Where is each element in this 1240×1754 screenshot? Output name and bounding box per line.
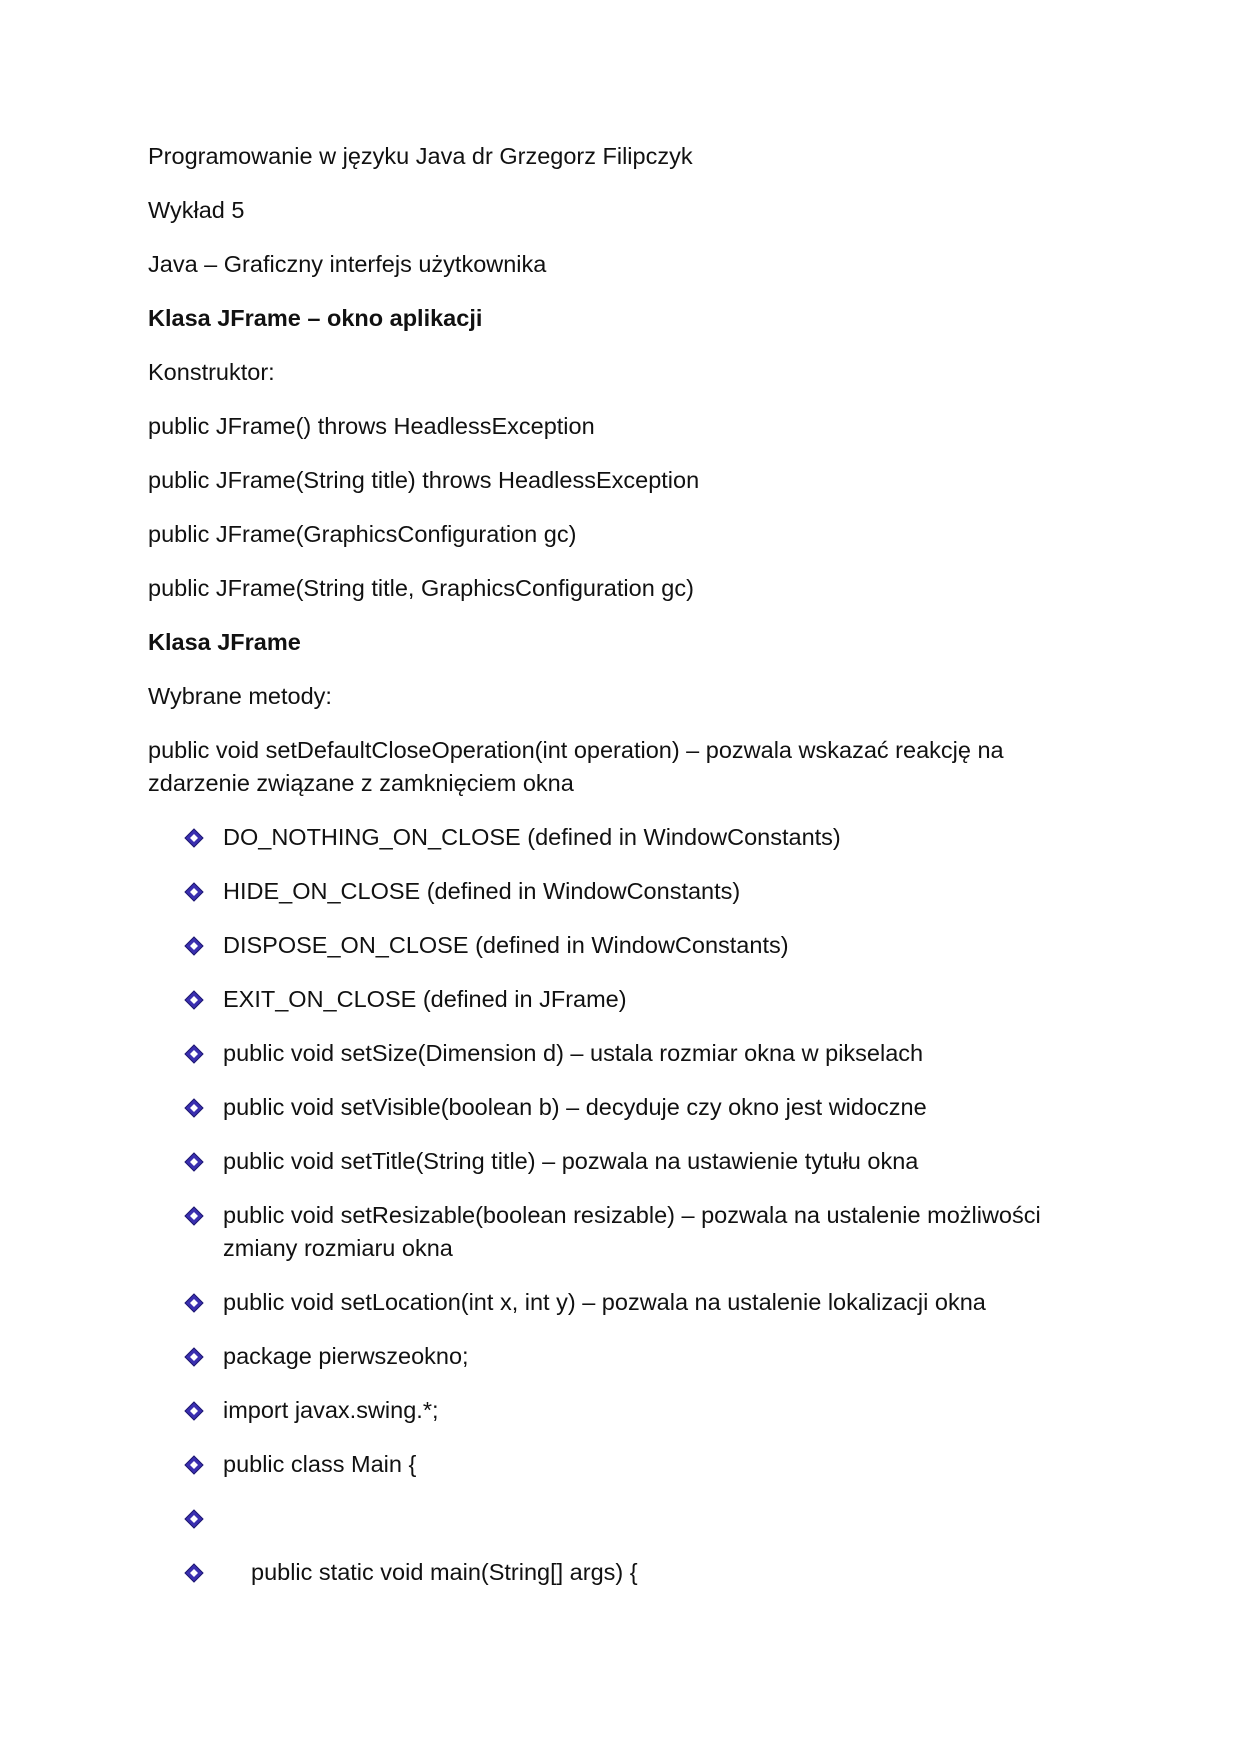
list-item-text: HIDE_ON_CLOSE (defined in WindowConstants) [223,878,741,904]
diamond-bullet-icon [184,936,204,956]
diamond-bullet-icon [184,1401,204,1421]
list-item-text: public void setResizable(boolean resizable) – pozwala na ustalenie możliwości zmiany rozmiaru okna [223,1202,1041,1261]
list-item [148,1199,1108,1265]
list-item-text: DISPOSE_ON_CLOSE (defined in WindowConstants) [223,932,789,958]
diamond-bullet-icon [184,882,204,902]
list-item [148,929,1108,962]
document-header: Programowanie w języku Java dr Grzegorz Filipczyk [148,143,693,169]
list-item-text: EXIT_ON_CLOSE (defined in JFrame) [223,986,627,1012]
close-operation-description: public void setDefaultCloseOperation(int operation) – pozwala wskazać reakcję na zdarzenie związane z zamknięciem okna [148,737,1004,796]
lecture-topic: Java – Graficzny interfejs użytkownika [148,251,547,277]
list-item [148,1340,1108,1373]
list-item [148,1286,1108,1319]
list-item-text: public static void main(String[] args) { [251,1559,638,1585]
list-item [148,1394,1108,1427]
list-item [148,1556,1108,1589]
list-item-text: DO_NOTHING_ON_CLOSE (defined in WindowConstants) [223,824,841,850]
constructor-line: public JFrame(GraphicsConfiguration gc) [148,521,577,547]
diamond-bullet-icon [184,1563,204,1583]
list-item-text: public void setLocation(int x, int y) – pozwala na ustalenie lokalizacji okna [223,1289,986,1315]
section-heading-jframe: Klasa JFrame [148,629,301,655]
diamond-bullet-icon [184,828,204,848]
list-item [148,1091,1108,1124]
diamond-bullet-icon [184,1455,204,1475]
section-heading-jframe-window: Klasa JFrame – okno aplikacji [148,305,483,331]
list-item [148,875,1108,908]
document-page [148,140,1108,1610]
diamond-bullet-icon [184,1293,204,1313]
bullet-list [148,821,1108,1589]
list-item [148,983,1108,1016]
list-item [148,821,1108,854]
diamond-bullet-icon [184,990,204,1010]
constructor-line: public JFrame(String title) throws HeadlessException [148,467,700,493]
list-item-text: import javax.swing.*; [223,1397,439,1423]
constructor-line: public JFrame(String title, GraphicsConfiguration gc) [148,575,694,601]
diamond-bullet-icon [184,1044,204,1064]
list-item-text: public class Main { [223,1451,417,1477]
lecture-number: Wykład 5 [148,197,245,223]
diamond-bullet-icon [184,1152,204,1172]
list-item-text: public void setTitle(String title) – pozwala na ustawienie tytułu okna [223,1148,919,1174]
methods-label: Wybrane metody: [148,683,332,709]
constructor-label: Konstruktor: [148,359,275,385]
list-item [148,1502,1108,1535]
list-item-text: package pierwszeokno; [223,1343,469,1369]
diamond-bullet-icon [184,1509,204,1529]
constructor-line: public JFrame() throws HeadlessException [148,413,595,439]
list-item [148,1145,1108,1178]
list-item [148,1037,1108,1070]
list-item-text: public void setVisible(boolean b) – decyduje czy okno jest widoczne [223,1094,927,1120]
list-item [148,1448,1108,1481]
list-item-text: public void setSize(Dimension d) – ustala rozmiar okna w pikselach [223,1040,924,1066]
diamond-bullet-icon [184,1347,204,1367]
diamond-bullet-icon [184,1206,204,1226]
diamond-bullet-icon [184,1098,204,1118]
